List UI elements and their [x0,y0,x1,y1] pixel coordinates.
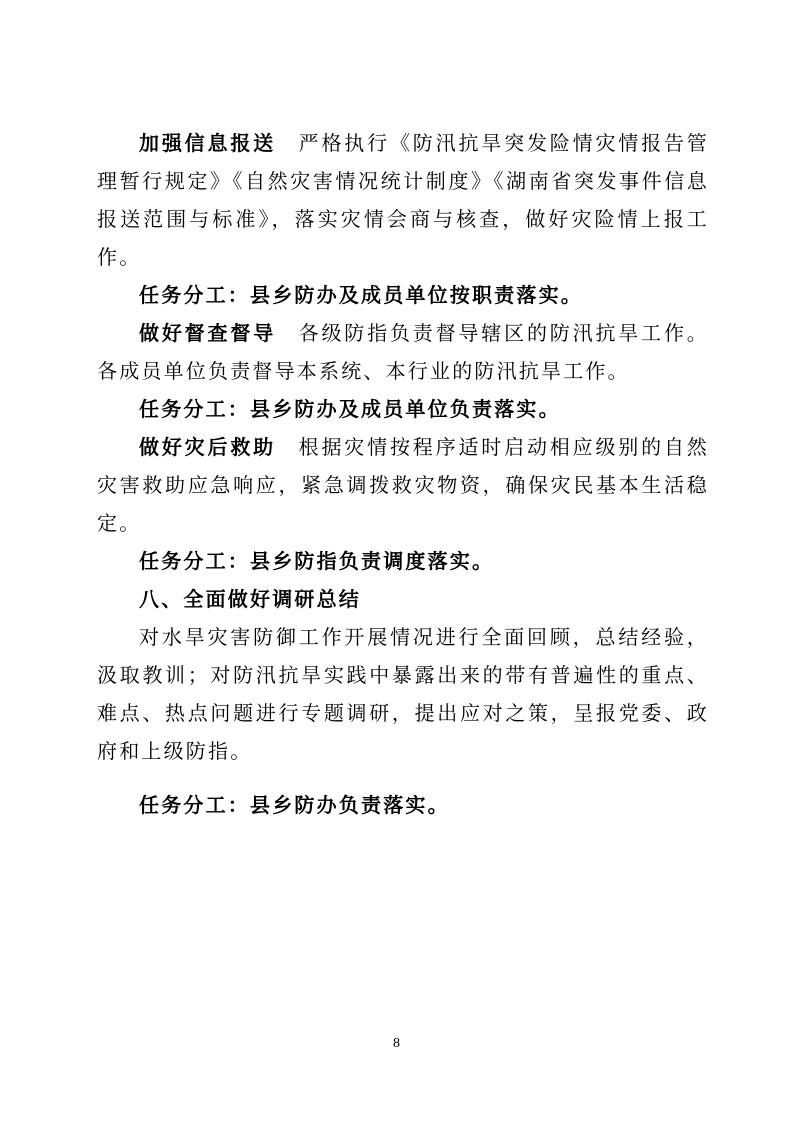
section-text: 各级防指负责督导辖区的防汛抗旱工作。各成员单位负责督导本系统、本行业的防汛抗旱工作。 [97,321,709,383]
section-paragraph [97,428,709,542]
page-number: 8 [393,1036,400,1051]
section-heading: 加强信息报送 [139,131,276,155]
section-text: 严格执行《防汛抗旱突发险情灾情报告管理暂行规定》《自然灾害情况统计制度》《湖南省突发事件信息报送范围与标准》，落实灾情会商与核查，做好灾险情上报工作。 [97,131,709,269]
section-heading: 做好督查督导 [139,321,276,345]
section-text: 根据灾情按程序适时启动相应级别的自然灾害救助应急响应，紧急调拨救灾物资，确保灾民基本生活稳定。 [97,435,709,535]
task-assignment: 任务分工：县乡防指负责调度落实。 [139,549,495,573]
task-assignment: 任务分工：县乡防办及成员单位负责落实。 [139,397,561,421]
task-assignment: 任务分工：县乡防办及成员单位按职责落实。 [139,283,583,307]
chapter-heading: 八、全面做好调研总结 [139,587,361,611]
section-paragraph [97,124,709,276]
section-heading: 做好灾后救助 [139,435,276,459]
chapter-paragraph: 对水旱灾害防御工作开展情况进行全面回顾，总结经验，汲取教训；对防汛抗旱实践中暴露出来的带有普遍性的重点、难点、热点问题进行专题调研，提出应对之策，呈报党委、政府和上级防指。 [97,625,709,763]
section-paragraph [97,314,709,390]
document-body [97,124,709,824]
task-assignment: 任务分工：县乡防办负责落实。 [139,793,450,817]
